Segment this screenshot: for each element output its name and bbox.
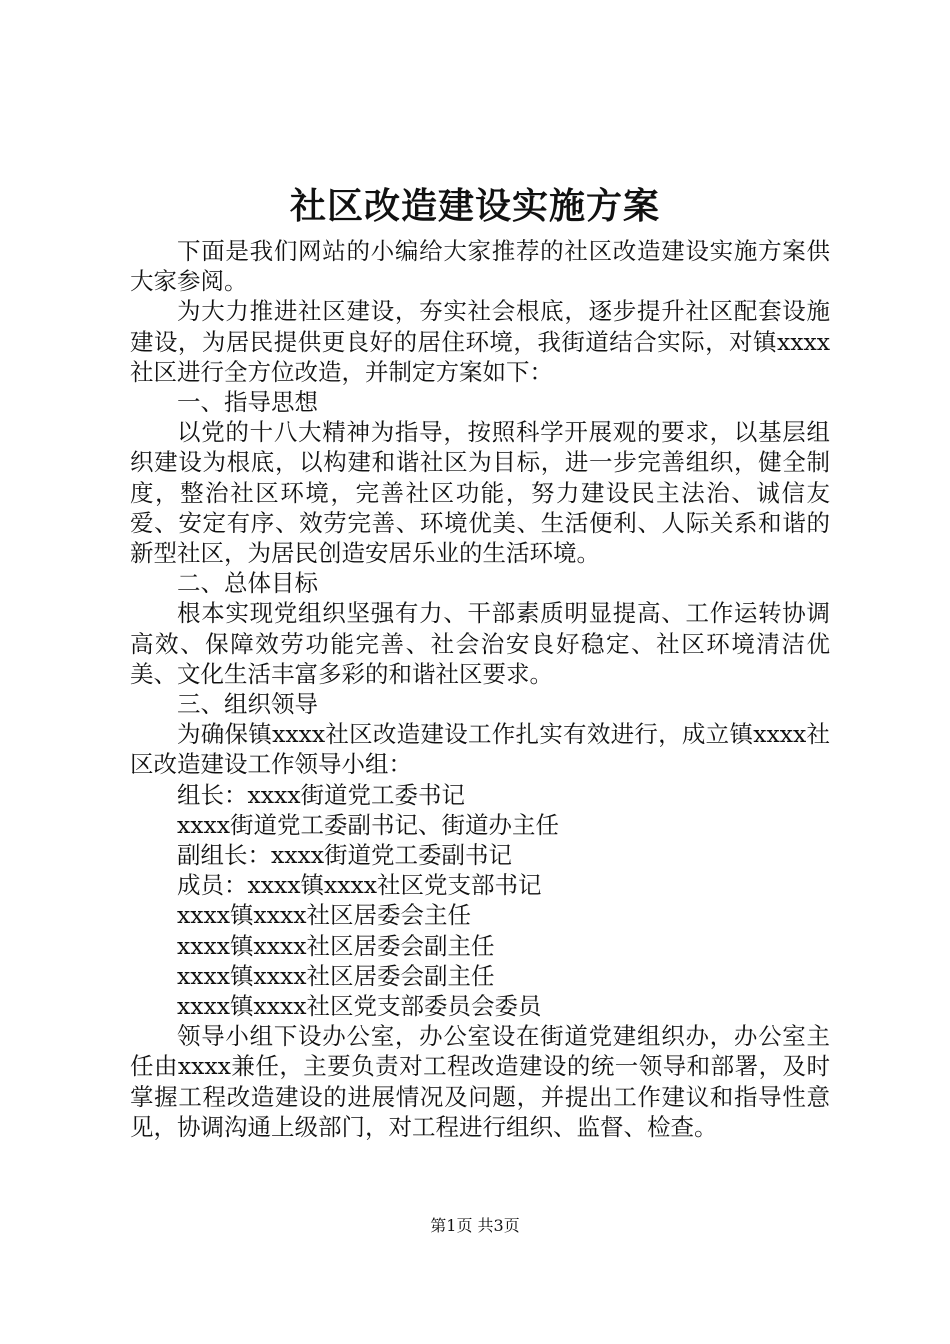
page-number-footer: 第1页 共3页 (430, 1216, 520, 1235)
member-line: xxxx街道党工委副书记、街道办主任 (177, 810, 560, 839)
office-paragraph: 领导小组下设办公室，办公室设在街道党建组织办，办公室主任由xxxx兼任，主要负责对工程改造建设的统一领导和部署，及时掌握工程改造建设的进展情况及问题，并提出工作建议和指导性意见，协调沟通上级部门，对工程进行组织、监督、检查。 (130, 1022, 830, 1141)
overall-goal-paragraph: 根本实现党组织坚强有力、干部素质明显提高、工作运转协调高效、保障效劳功能完善、社会治安良好稳定、社区环境清洁优美、文化生活丰富多彩的和谐社区要求。 (130, 599, 830, 688)
member-line: xxxx镇xxxx社区居委会主任 (177, 901, 472, 930)
intro-paragraph: 下面是我们网站的小编给大家推荐的社区改造建设实施方案供大家参阅。 (130, 237, 830, 296)
organization-paragraph: 为确保镇xxxx社区改造建设工作扎实有效进行，成立镇xxxx社区改造建设工作领导小组： (130, 720, 830, 779)
document-title: 社区改造建设实施方案 (289, 185, 660, 227)
purpose-paragraph: 为大力推进社区建设，夯实社会根底，逐步提升社区配套设施建设，为居民提供更良好的居住环境，我街道结合实际，对镇xxxx社区进行全方位改造，并制定方案如下： (130, 297, 830, 386)
member-line: 成员：xxxx镇xxxx社区党支部书记 (177, 871, 542, 900)
document-body (130, 236, 830, 1142)
guiding-thought-paragraph: 以党的十八大精神为指导，按照科学开展观的要求，以基层组织建设为根底，以构建和谐社区为目标，进一步完善组织，健全制度，整治社区环境，完善社区功能，努力建设民主法治、诚信友爱、安定有序、效劳完善、环境优美、生活便利、人际关系和谐的新型社区，为居民创造安居乐业的生活环境。 (130, 418, 830, 568)
section-heading-overall-goal: 二、总体目标 (177, 569, 318, 598)
section-heading-organization: 三、组织领导 (177, 690, 318, 719)
member-line: 组长：xxxx街道党工委书记 (177, 780, 466, 809)
member-line: xxxx镇xxxx社区居委会副主任 (177, 961, 495, 990)
member-line: xxxx镇xxxx社区党支部委员会委员 (177, 992, 542, 1021)
member-line: xxxx镇xxxx社区居委会副主任 (177, 931, 495, 960)
section-heading-guiding-thought: 一、指导思想 (177, 388, 318, 417)
member-line: 副组长：xxxx街道党工委副书记 (177, 841, 513, 870)
